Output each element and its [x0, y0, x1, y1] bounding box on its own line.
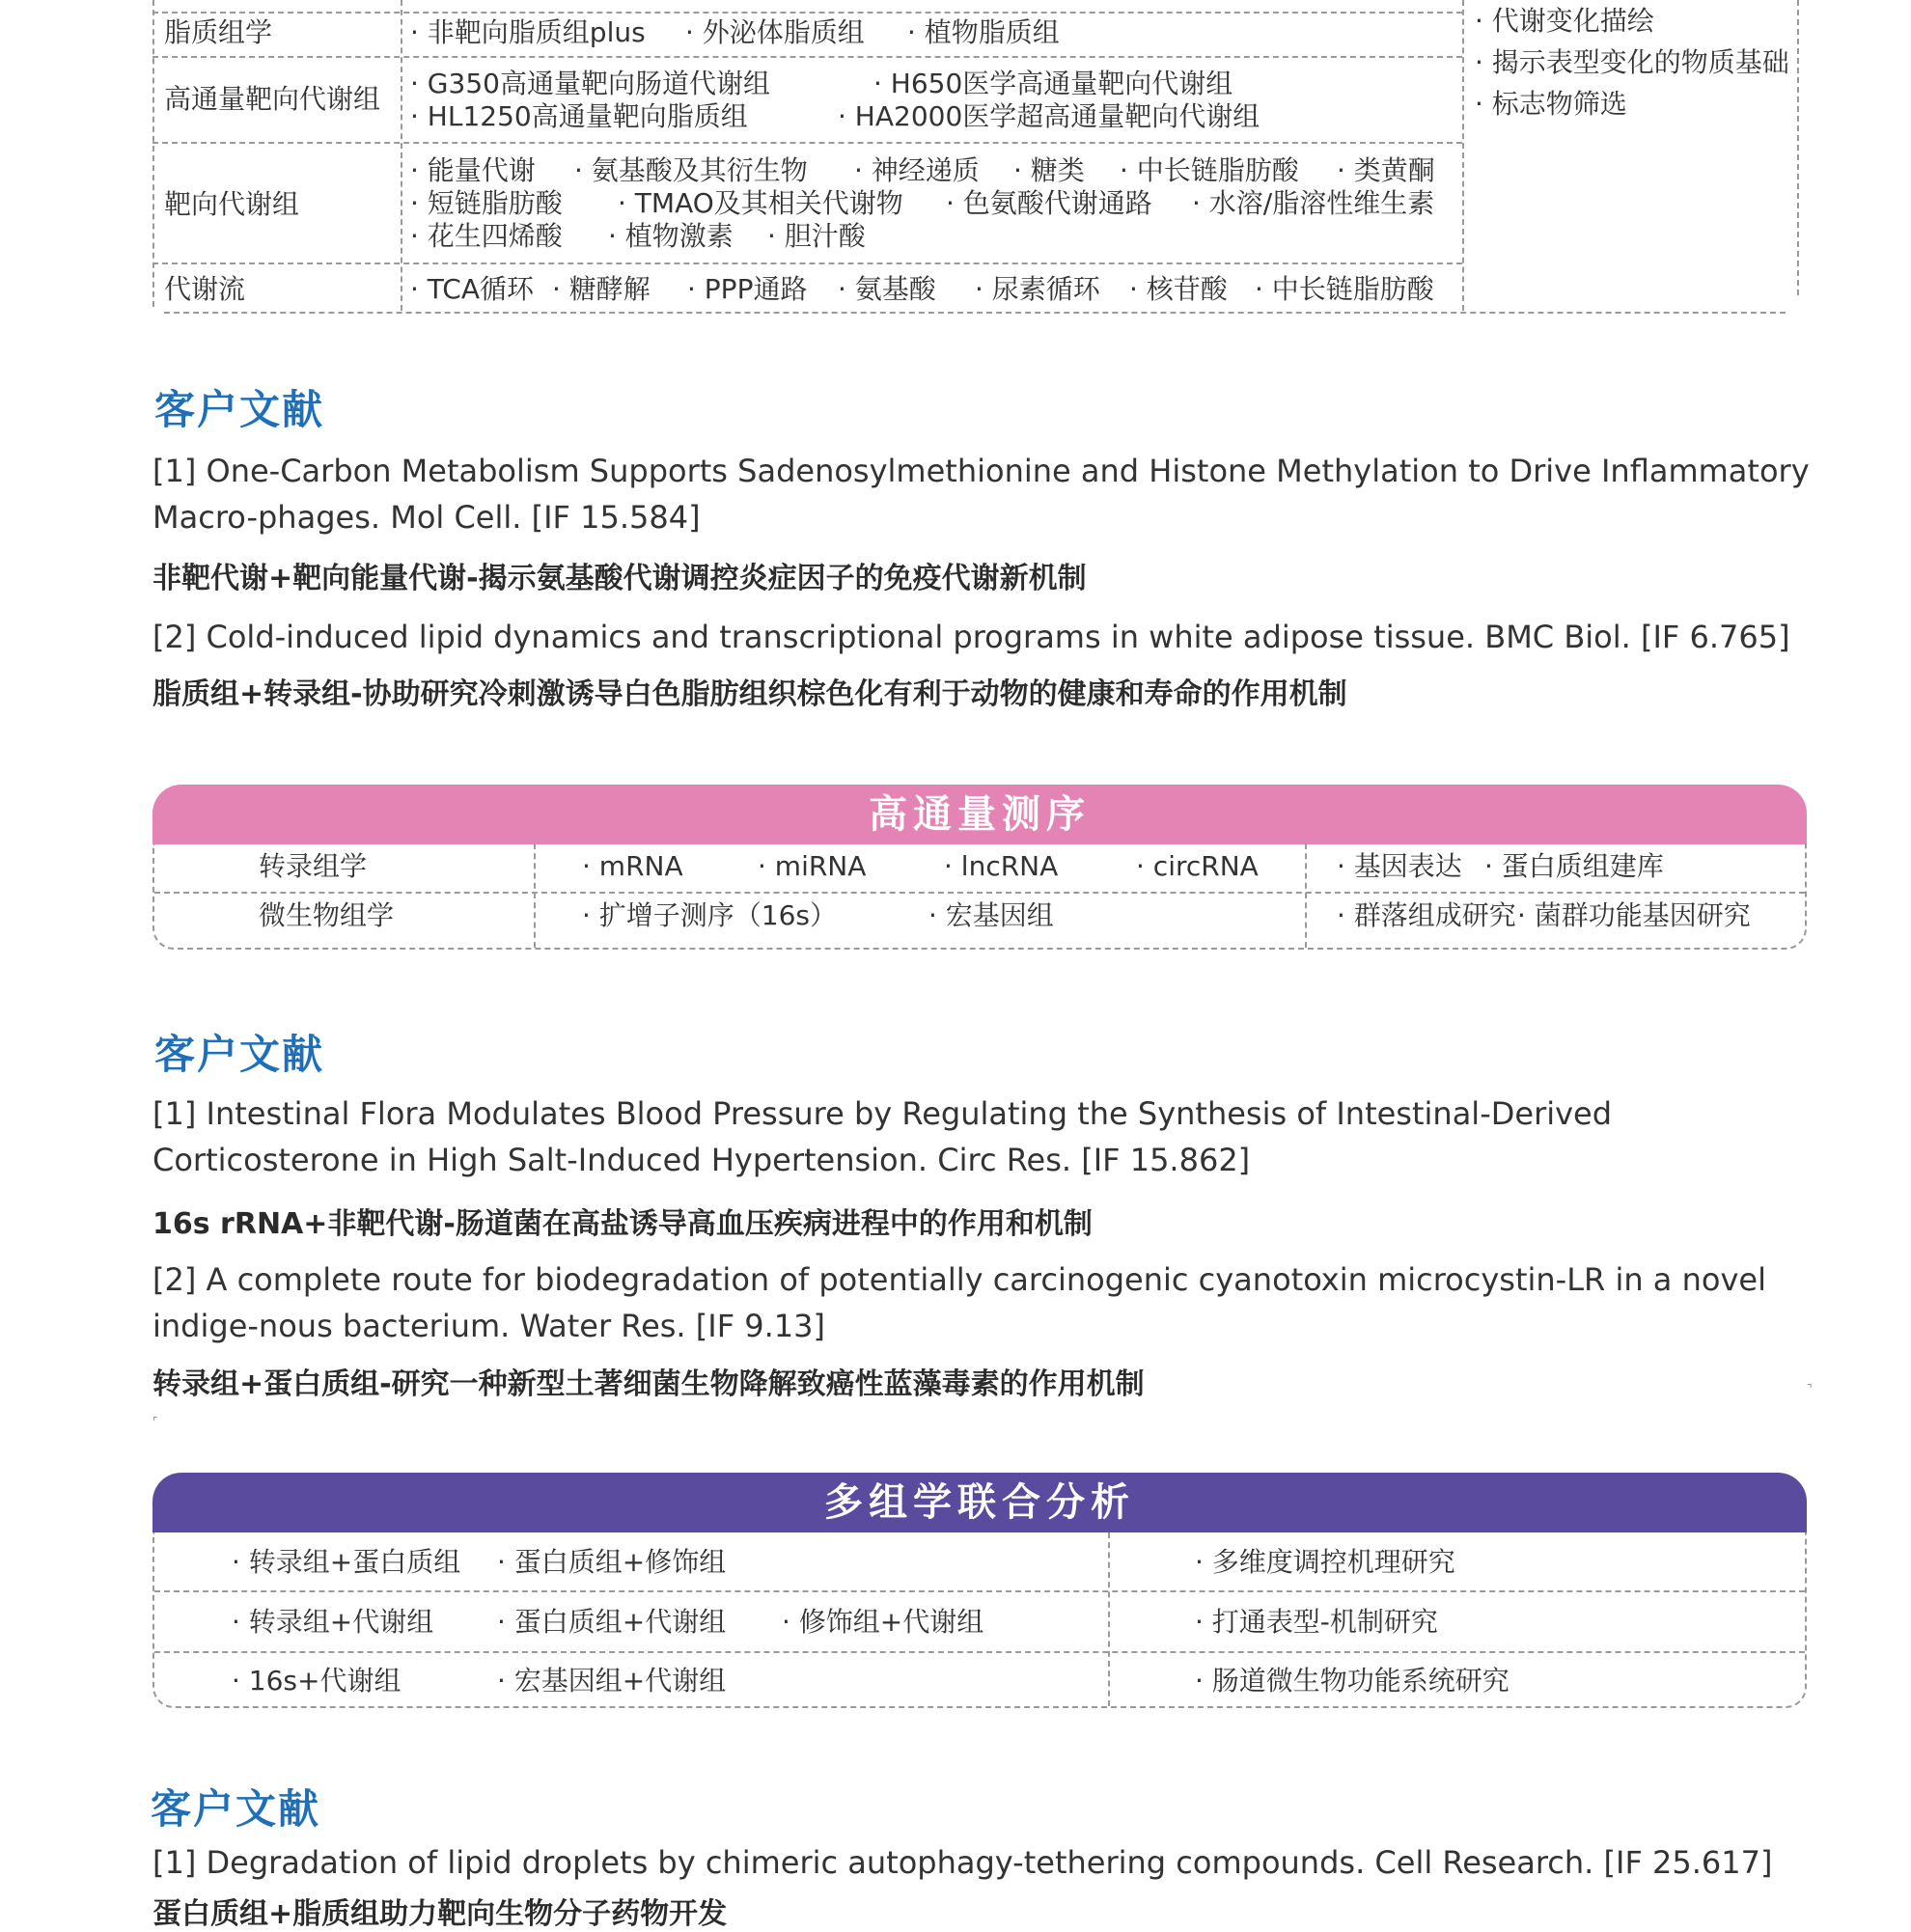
table-row-divider	[152, 142, 1462, 144]
table-item: · miRNA	[758, 850, 867, 882]
crop-mark: ⌝	[1807, 1382, 1813, 1395]
table-col-divider	[1462, 0, 1464, 311]
table-item: · TCA循环	[410, 273, 534, 305]
table-col-divider	[534, 843, 536, 948]
table-item: · 能量代谢	[410, 154, 536, 186]
application-item: · 揭示表型变化的物质基础	[1475, 46, 1789, 78]
table-item: · 16s+代谢组	[232, 1665, 402, 1697]
application-item: · 打通表型-机制研究	[1195, 1606, 1438, 1638]
reference-text: [1] Degradation of lipid droplets by chimeric autophagy-tethering compounds. Cell Research. [IF 25.617]	[152, 1844, 1773, 1881]
application-item: · 代谢变化描绘	[1475, 5, 1654, 37]
row-label: 靶向代谢组	[164, 188, 300, 220]
table-item: · 尿素循环	[975, 273, 1100, 305]
table-col-divider	[1108, 1532, 1110, 1706]
section-title: 客户文献	[154, 1031, 325, 1078]
table-item: · 非靶向脂质组plus	[410, 16, 646, 48]
table-item: · 糖酵解	[552, 273, 651, 305]
table-border-left	[152, 0, 154, 307]
table-row-divider	[152, 12, 1462, 14]
table-item: · 中长链脂肪酸	[1120, 154, 1299, 186]
reference-text: [1] One-Carbon Metabolism Supports Sadenosylmethionine and Histone Methylation to Drive Inflammatory Macro-phages. Mol Cell. [IF 15.584]	[152, 453, 1810, 536]
reference-summary: 脂质组+转录组-协助研究冷刺激诱导白色脂肪组织棕色化有利于动物的健康和寿命的作用机制	[152, 677, 1347, 711]
table-item: · 胆汁酸	[767, 220, 866, 252]
table-item: · 短链脂肪酸	[410, 187, 563, 219]
section-title: 客户文献	[151, 1785, 321, 1833]
application-item: · 标志物筛选	[1475, 88, 1627, 120]
table-row-divider	[152, 262, 1462, 264]
crop-mark: ⌜	[152, 1415, 158, 1428]
table-item: · 色氨酸代谢通路	[946, 187, 1152, 219]
table-item: · 蛋白质组+代谢组	[497, 1606, 727, 1638]
application-item: · 蛋白质组建库	[1484, 850, 1664, 882]
row-label: 脂质组学	[164, 16, 273, 48]
table-item: · 中长链脂肪酸	[1255, 273, 1434, 305]
table-item: · PPP通路	[687, 273, 808, 305]
application-item: · 菌群功能基因研究	[1517, 899, 1751, 931]
table-item: · 宏基因组+代谢组	[497, 1665, 727, 1697]
reference-summary: 蛋白质组+脂质组助力靶向生物分子药物开发	[152, 1897, 728, 1931]
sequencing-header: 高通量测序	[152, 785, 1807, 844]
table-border-bottom	[164, 312, 1786, 314]
table-row-divider	[154, 892, 1805, 894]
table-item: · 宏基因组	[928, 899, 1054, 931]
application-item: · 群落组成研究	[1337, 899, 1516, 931]
table-item: · mRNA	[582, 850, 683, 882]
row-label: 转录组学	[259, 850, 368, 882]
reference-text: [2] Cold-induced lipid dynamics and transcriptional programs in white adipose tissue. BMC Biol. [IF 6.765]	[152, 619, 1790, 655]
row-label: 微生物组学	[259, 899, 395, 931]
table-item: · 花生四烯酸	[410, 220, 563, 252]
table-row-divider	[152, 56, 1462, 58]
application-item: · 肠道微生物功能系统研究	[1195, 1665, 1509, 1697]
application-item: · 多维度调控机理研究	[1195, 1546, 1455, 1578]
table-item: · 氨基酸	[838, 273, 936, 305]
table-item: · H650医学高通量靶向代谢组	[873, 68, 1233, 99]
table-item: · HL1250高通量靶向脂质组	[410, 100, 748, 132]
row-label: 高通量靶向代谢组	[164, 83, 381, 115]
multi-omics-header: 多组学联合分析	[152, 1473, 1807, 1532]
table-item: · circRNA	[1136, 850, 1259, 882]
table-item: · TMAO及其相关代谢物	[618, 187, 903, 219]
table-item: · 水溶/脂溶性维生素	[1192, 187, 1435, 219]
section-title: 客户文献	[154, 386, 325, 433]
table-row-divider	[154, 1651, 1805, 1653]
table-item: · 转录组+代谢组	[232, 1606, 434, 1638]
table-item: · 蛋白质组+修饰组	[497, 1546, 727, 1578]
table-item: · 植物激素	[608, 220, 734, 252]
table-item: · 扩增子测序（16s）	[582, 899, 838, 931]
reference-summary: 转录组+蛋白质组-研究一种新型土著细菌生物降解致癌性蓝藻毒素的作用机制	[152, 1367, 1145, 1401]
reference-summary: 16s rRNA+非靶代谢-肠道菌在高盐诱导高血压疾病进程中的作用和机制	[152, 1207, 1093, 1241]
reference-text: [1] Intestinal Flora Modulates Blood Pressure by Regulating the Synthesis of Intestinal-Derived Corticosterone in High Salt-Induced Hypertension. Circ Res. [IF 15.862]	[152, 1095, 1613, 1178]
table-item: · 类黄酮	[1337, 154, 1435, 186]
table-border-right	[1797, 0, 1799, 295]
table-item: · lncRNA	[944, 850, 1059, 882]
reference-summary: 非靶代谢+靶向能量代谢-揭示氨基酸代谢调控炎症因子的免疫代谢新机制	[152, 562, 1087, 595]
table-item: · 外泌体脂质组	[685, 16, 865, 48]
table-item: · 转录组+蛋白质组	[232, 1546, 461, 1578]
table-item: · 氨基酸及其衍生物	[574, 154, 808, 186]
reference-text: [2] A complete route for biodegradation of potentially carcinogenic cyanotoxin microcystin-LR in a novel indige-nous bacterium. Water Res. [IF 9.13]	[152, 1261, 1766, 1344]
table-col-divider	[1305, 843, 1307, 948]
table-item: · 植物脂质组	[907, 16, 1060, 48]
table-item: · G350高通量靶向肠道代谢组	[410, 68, 770, 99]
table-row-divider	[154, 1590, 1805, 1592]
table-item: · HA2000医学超高通量靶向代谢组	[838, 100, 1260, 132]
table-item: · 核苷酸	[1129, 273, 1228, 305]
table-item: · 修饰组+代谢组	[782, 1606, 984, 1638]
application-item: · 基因表达	[1337, 850, 1462, 882]
row-label: 代谢流	[164, 273, 246, 305]
table-item: · 糖类	[1013, 154, 1085, 186]
table-item: · 神经递质	[854, 154, 980, 186]
